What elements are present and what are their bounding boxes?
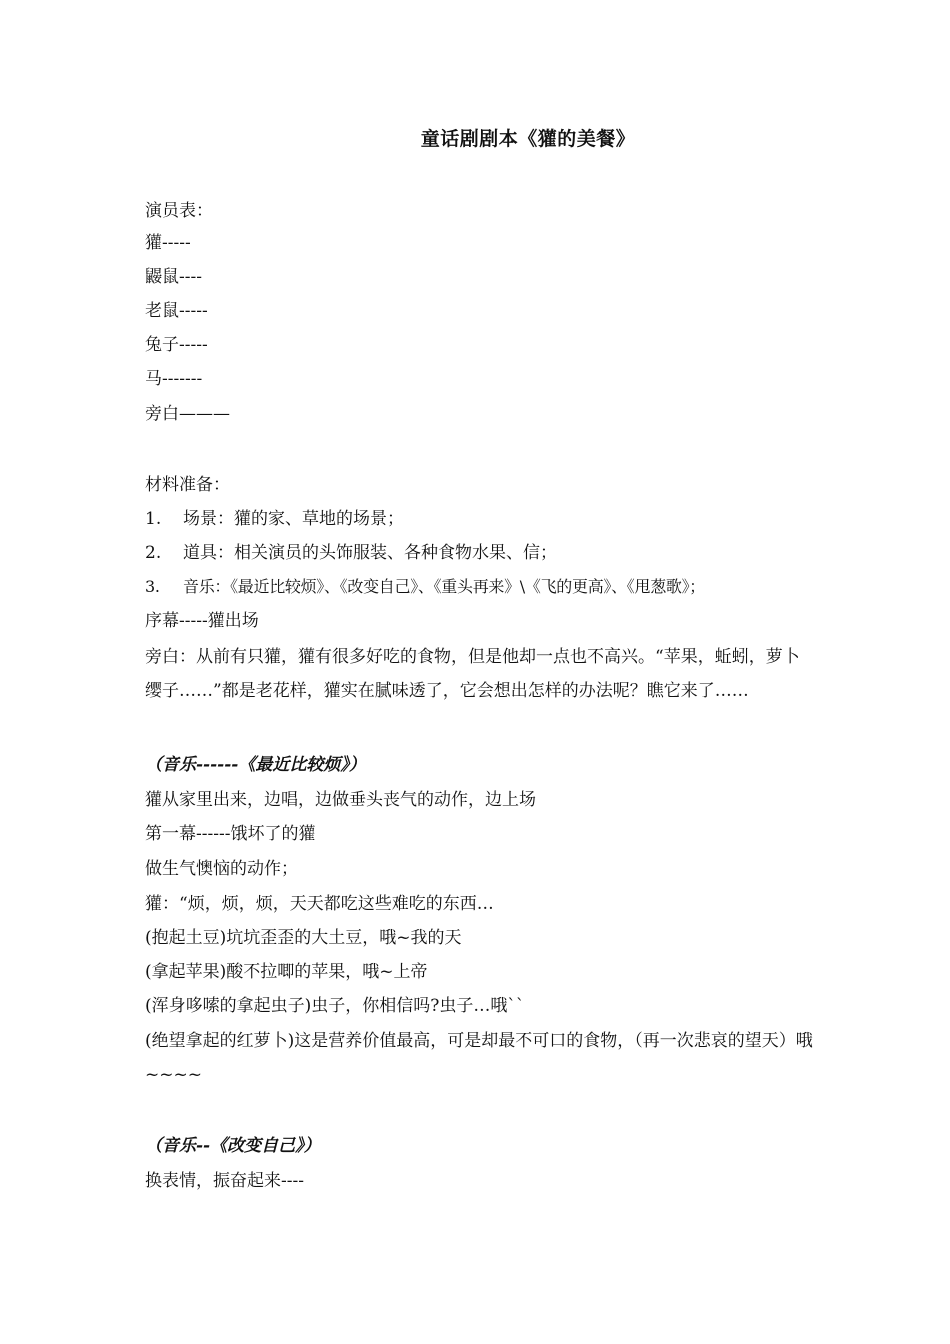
cast-item-rabbit: 兔子-----: [145, 335, 208, 355]
music-cue: （音乐--《改变自己》）: [145, 1136, 321, 1156]
materials-item-number: 3.: [145, 577, 160, 596]
materials-item: [145, 576, 815, 598]
materials-heading: 材料准备：: [145, 475, 230, 495]
cast-item-horse: 马-------: [145, 369, 203, 389]
materials-item: [145, 508, 815, 530]
act-1-heading: 第一幕------饿坏了的獾: [145, 824, 316, 844]
materials-item-number: 1.: [145, 509, 162, 529]
dialogue-line: (浑身哆嗦的拿起虫子)虫子，你相信吗?虫子…哦``: [145, 996, 525, 1016]
cast-item-mouse: 老鼠-----: [145, 301, 208, 321]
materials-item: [145, 542, 815, 564]
stage-direction: 做生气懊恼的动作；: [145, 859, 298, 879]
materials-item-number: 2.: [145, 543, 162, 563]
materials-item-text: 音乐：《最近比较烦》、《改变自己》、《重头再来》\《飞的更高》、《甩葱歌》；: [183, 577, 705, 596]
dialogue-line: (抱起土豆)坑坑歪歪的大土豆，哦~我的天: [145, 928, 462, 948]
stage-direction: 换表情，振奋起来----: [145, 1171, 304, 1191]
stage-direction: 獾从家里出来，边唱，边做垂头丧气的动作，边上场: [145, 790, 536, 810]
cast-item-narrator: 旁白———: [145, 404, 230, 424]
narration-paragraph: 旁白：从前有只獾，獾有很多好吃的食物，但是他却一点也不高兴。“苹果，蚯蚓，萝卜缨子……”都是老花样，獾实在腻味透了，它会想出怎样的办法呢？瞧它来了……: [145, 647, 800, 701]
cast-item-badger: 獾-----: [145, 233, 191, 253]
prologue-heading: 序幕-----獾出场: [145, 611, 259, 631]
document-title: [0, 124, 950, 151]
dialogue-line: 獾：“烦，烦，烦，天天都吃这些难吃的东西…: [145, 894, 494, 914]
cast-heading: 演员表：: [145, 201, 213, 221]
materials-item-text: 道具：相关演员的头饰服装、各种食物水果、信；: [183, 543, 557, 563]
dialogue-paragraph: (绝望拿起的红萝卜)这是营养价值最高，可是却最不可口的食物，（再一次悲哀的望天）哦~~~~: [145, 1031, 813, 1085]
dialogue-line: (拿起苹果)酸不拉唧的苹果，哦~上帝: [145, 962, 428, 982]
cast-item-mole: 鼹鼠----: [145, 267, 202, 287]
music-cue: （音乐------《最近比较烦》）: [145, 755, 366, 775]
document-title-text: 童话剧剧本《獾的美餐》: [420, 128, 636, 150]
materials-item-text: 场景：獾的家、草地的场景；: [183, 509, 404, 529]
